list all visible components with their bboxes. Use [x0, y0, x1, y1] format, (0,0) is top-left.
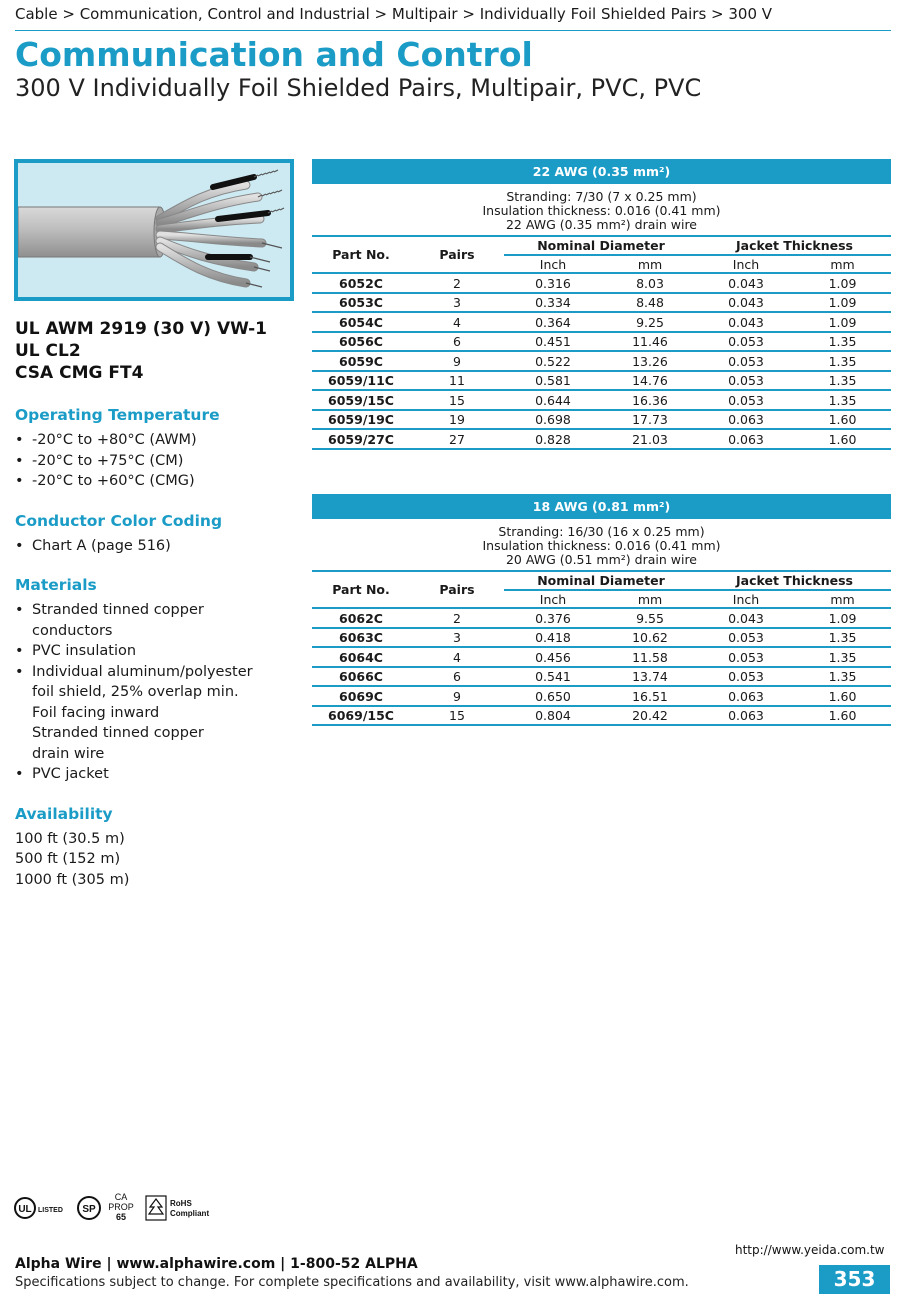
- table-row: [312, 429, 891, 449]
- part-number-cell: 6059/19C: [312, 410, 410, 430]
- table-cell: 0.316: [504, 273, 602, 293]
- spec-column: [15, 318, 300, 890]
- data-table: [312, 570, 891, 726]
- part-number-cell: 6059/11C: [312, 371, 410, 391]
- table-cell: 15: [410, 706, 504, 726]
- table-cell: 0.541: [504, 667, 602, 687]
- column-header-inch: Inch: [698, 255, 794, 273]
- table-note: Insulation thickness: 0.016 (0.41 mm): [482, 202, 721, 218]
- table-row: [312, 312, 891, 332]
- table-cell: 6: [410, 667, 504, 687]
- list-item: • Chart A (page 516): [15, 536, 300, 557]
- table-cell: 3: [410, 293, 504, 313]
- list-item-continuation: Foil facing inward: [32, 704, 160, 721]
- table-cell: 9: [410, 686, 504, 706]
- operating-temperature-heading: Operating Temperature: [15, 406, 220, 424]
- certification-logos: [14, 1190, 224, 1226]
- table-cell: 0.043: [698, 608, 794, 628]
- table-cell: 0.334: [504, 293, 602, 313]
- page-number: 353: [819, 1265, 890, 1294]
- table-row: [312, 628, 891, 648]
- page-subtitle: 300 V Individually Foil Shielded Pairs, Multipair, PVC, PVC: [15, 74, 702, 102]
- part-number-cell: 6054C: [312, 312, 410, 332]
- table-cell: 1.35: [794, 628, 891, 648]
- column-header-jacket-thickness: Jacket Thickness: [698, 571, 891, 590]
- table-cell: 16.51: [602, 686, 698, 706]
- column-header-inch: Inch: [698, 590, 794, 608]
- table-cell: 0.644: [504, 390, 602, 410]
- table-cell: 27: [410, 429, 504, 449]
- certification-3: CSA CMG FT4: [15, 363, 144, 383]
- list-item: • -20°C to +75°C (CM): [15, 451, 300, 472]
- table-cell: 0.650: [504, 686, 602, 706]
- table-cell: 19: [410, 410, 504, 430]
- table-cell: 0.053: [698, 390, 794, 410]
- table-cell: 13.74: [602, 667, 698, 687]
- svg-text:PROP: PROP: [108, 1202, 134, 1212]
- table-note: 20 AWG (0.51 mm²) drain wire: [505, 551, 697, 567]
- table-cell: 4: [410, 312, 504, 332]
- certification-logos-graphic: [14, 1190, 224, 1226]
- table-row: [312, 686, 891, 706]
- data-table: [312, 235, 891, 450]
- column-header-jacket-thickness: Jacket Thickness: [698, 236, 891, 255]
- footer-company-line: Alpha Wire | www.alphawire.com | 1-800-52 ALPHA: [15, 1256, 418, 1272]
- table-cell: 21.03: [602, 429, 698, 449]
- table-cell: 0.522: [504, 351, 602, 371]
- table-cell: 6: [410, 332, 504, 352]
- table-row: [312, 667, 891, 687]
- table-cell: 0.418: [504, 628, 602, 648]
- table-cell: 1.09: [794, 608, 891, 628]
- availability-item: 1000 ft (305 m): [15, 871, 130, 888]
- part-number-cell: 6069C: [312, 686, 410, 706]
- materials-heading: Materials: [15, 576, 97, 594]
- table-cell: 0.364: [504, 312, 602, 332]
- table-cell: 3: [410, 628, 504, 648]
- column-header-pairs: Pairs: [410, 571, 504, 608]
- materials-list: [15, 600, 300, 785]
- availability-item: 100 ft (30.5 m): [15, 830, 125, 847]
- availability-item: 500 ft (152 m): [15, 851, 121, 867]
- table-cell: 1.35: [794, 667, 891, 687]
- table-cell: 0.063: [698, 429, 794, 449]
- table-cell: 0.581: [504, 371, 602, 391]
- part-number-cell: 6066C: [312, 667, 410, 687]
- table-cell: 0.053: [698, 647, 794, 667]
- column-header-part-no: Part No.: [312, 571, 410, 608]
- table-cell: 1.09: [794, 312, 891, 332]
- table-cell: 9: [410, 351, 504, 371]
- table-cell: 13.26: [602, 351, 698, 371]
- table-cell: 0.063: [698, 410, 794, 430]
- table-cell: 0.053: [698, 371, 794, 391]
- list-item: • Individual aluminum/polyester: [15, 662, 300, 683]
- table-cell: 0.043: [698, 273, 794, 293]
- table-cell: 14.76: [602, 371, 698, 391]
- table-cell: 0.698: [504, 410, 602, 430]
- part-number-cell: 6052C: [312, 273, 410, 293]
- part-number-cell: 6059/27C: [312, 429, 410, 449]
- table-cell: 1.60: [794, 429, 891, 449]
- table-cell: 2: [410, 608, 504, 628]
- list-item: • PVC jacket: [15, 764, 300, 785]
- table-cell: 0.053: [698, 332, 794, 352]
- table-title: 18 AWG (0.81 mm²): [312, 494, 891, 519]
- part-number-cell: 6059C: [312, 351, 410, 371]
- table-cell: 1.35: [794, 351, 891, 371]
- part-number-cell: 6069/15C: [312, 706, 410, 726]
- color-coding-list: [15, 536, 300, 557]
- column-header-mm: mm: [602, 255, 698, 273]
- table-cell: 0.804: [504, 706, 602, 726]
- table-notes: [312, 184, 891, 231]
- svg-text:65: 65: [115, 1212, 127, 1222]
- ca-prop-65-logo: [108, 1192, 134, 1222]
- table-cell: 0.053: [698, 628, 794, 648]
- column-header-nominal-diameter: Nominal Diameter: [504, 571, 698, 590]
- footer-disclaimer: Specifications subject to change. For complete specifications and availability, visit www.alphawire.com.: [15, 1275, 689, 1290]
- footer-url[interactable]: http://www.yeida.com.tw: [735, 1243, 885, 1257]
- table-row: [312, 390, 891, 410]
- table-cell: 11.46: [602, 332, 698, 352]
- ul-listed-logo: [15, 1198, 63, 1218]
- certification-1: UL AWM 2919 (30 V) VW-1: [15, 319, 267, 339]
- part-number-cell: 6064C: [312, 647, 410, 667]
- table-cell: 0.063: [698, 686, 794, 706]
- rohs-logo: [146, 1196, 209, 1220]
- column-header-mm: mm: [602, 590, 698, 608]
- list-item-continuation: Stranded tinned copper: [32, 725, 204, 741]
- table-cell: 4: [410, 647, 504, 667]
- table-cell: 10.62: [602, 628, 698, 648]
- svg-text:RoHS: RoHS: [170, 1199, 192, 1208]
- cable-image: [14, 159, 294, 301]
- table-cell: 1.35: [794, 647, 891, 667]
- table-note: Stranding: 7/30 (7 x 0.25 mm): [506, 189, 697, 204]
- page-title: Communication and Control: [15, 35, 533, 74]
- table-cell: 9.55: [602, 608, 698, 628]
- table-body: [312, 273, 891, 449]
- table-cell: 1.35: [794, 332, 891, 352]
- table-row: [312, 608, 891, 628]
- table-row: [312, 371, 891, 391]
- column-header-pairs: Pairs: [410, 236, 504, 273]
- header-rule: [15, 30, 891, 31]
- table-cell: 17.73: [602, 410, 698, 430]
- table-body: [312, 608, 891, 725]
- table-cell: 8.03: [602, 273, 698, 293]
- table-title: 22 AWG (0.35 mm²): [312, 159, 891, 184]
- table-cell: 8.48: [602, 293, 698, 313]
- table-cell: 16.36: [602, 390, 698, 410]
- table-row: [312, 647, 891, 667]
- table-cell: 0.043: [698, 293, 794, 313]
- table-cell: 1.60: [794, 706, 891, 726]
- table-row: [312, 332, 891, 352]
- part-number-cell: 6059/15C: [312, 390, 410, 410]
- column-header-mm: mm: [794, 255, 891, 273]
- breadcrumb: Cable > Communication, Control and Industrial > Multipair > Individually Foil Shielded Pairs > 300 V: [15, 5, 773, 23]
- part-number-cell: 6063C: [312, 628, 410, 648]
- table-note: 22 AWG (0.35 mm²) drain wire: [505, 216, 697, 232]
- table-cell: 0.053: [698, 351, 794, 371]
- table-note: Insulation thickness: 0.016 (0.41 mm): [482, 537, 721, 553]
- table-cell: 2: [410, 273, 504, 293]
- list-item-continuation: foil shield, 25% overlap min.: [32, 684, 239, 700]
- table-cell: 1.35: [794, 390, 891, 410]
- table-cell: 1.09: [794, 293, 891, 313]
- svg-text:UL: UL: [18, 1204, 32, 1215]
- list-item: • Stranded tinned copper: [15, 600, 300, 621]
- table-cell: 1.09: [794, 273, 891, 293]
- table-cell: 0.451: [504, 332, 602, 352]
- column-header-nominal-diameter: Nominal Diameter: [504, 236, 698, 255]
- list-item-continuation: drain wire: [32, 745, 105, 762]
- part-number-cell: 6053C: [312, 293, 410, 313]
- svg-text:SP: SP: [82, 1204, 96, 1215]
- table-cell: 0.828: [504, 429, 602, 449]
- list-item: • PVC insulation: [15, 641, 300, 662]
- cable-illustration: [18, 163, 290, 297]
- part-number-cell: 6062C: [312, 608, 410, 628]
- operating-temperature-list: [15, 430, 300, 492]
- table-row: [312, 410, 891, 430]
- table-cell: 1.60: [794, 686, 891, 706]
- table-row: [312, 293, 891, 313]
- table-cell: 0.456: [504, 647, 602, 667]
- svg-text:Compliant: Compliant: [170, 1209, 210, 1218]
- column-header-mm: mm: [794, 590, 891, 608]
- list-item-continuation: conductors: [32, 622, 113, 639]
- table-cell: 1.60: [794, 410, 891, 430]
- table-row: [312, 351, 891, 371]
- table-cell: 20.42: [602, 706, 698, 726]
- table-notes: [312, 519, 891, 566]
- svg-text:LISTED: LISTED: [38, 1207, 63, 1214]
- spec-table-22awg: [312, 159, 891, 450]
- column-header-inch: Inch: [504, 255, 602, 273]
- csa-logo: [78, 1197, 100, 1219]
- column-header-inch: Inch: [504, 590, 602, 608]
- color-coding-heading: Conductor Color Coding: [15, 511, 223, 530]
- list-item: • -20°C to +80°C (AWM): [15, 430, 300, 451]
- column-header-part-no: Part No.: [312, 236, 410, 273]
- table-cell: 11.58: [602, 647, 698, 667]
- svg-text:CA: CA: [114, 1192, 128, 1202]
- table-cell: 0.053: [698, 667, 794, 687]
- part-number-cell: 6056C: [312, 332, 410, 352]
- table-cell: 0.063: [698, 706, 794, 726]
- spec-table-18awg: [312, 494, 891, 726]
- table-cell: 0.376: [504, 608, 602, 628]
- list-item: • -20°C to +60°C (CMG): [15, 471, 300, 492]
- table-cell: 1.35: [794, 371, 891, 391]
- table-cell: 9.25: [602, 312, 698, 332]
- availability-heading: Availability: [15, 804, 113, 823]
- table-row: [312, 706, 891, 726]
- table-row: [312, 273, 891, 293]
- certification-2: UL CL2: [15, 341, 81, 361]
- table-cell: 15: [410, 390, 504, 410]
- table-note: Stranding: 16/30 (16 x 0.25 mm): [498, 524, 705, 539]
- table-cell: 0.043: [698, 312, 794, 332]
- table-cell: 11: [410, 371, 504, 391]
